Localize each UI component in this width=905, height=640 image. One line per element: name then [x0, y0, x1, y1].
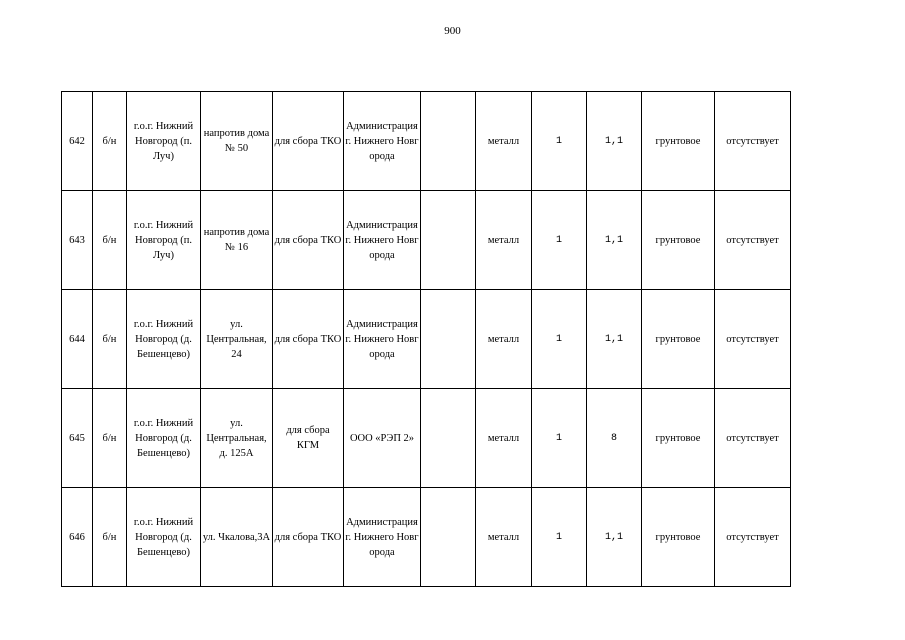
container-volume-cell: 1,1	[587, 92, 642, 191]
row-number-cell: 642	[62, 92, 93, 191]
fence-cell: отсутствует	[715, 191, 791, 290]
empty-cell	[421, 92, 476, 191]
empty-cell	[421, 488, 476, 587]
fence-cell: отсутствует	[715, 488, 791, 587]
locality-cell: г.о.г. Нижний Новгород (д. Бешенцево)	[127, 389, 201, 488]
surface-cell: грунтовое	[642, 290, 715, 389]
address-cell: напротив дома № 16	[201, 191, 273, 290]
container-count-cell: 1	[532, 290, 587, 389]
container-count-cell: 1	[532, 488, 587, 587]
fence-cell: отсутствует	[715, 290, 791, 389]
registry-number-cell: б/н	[93, 389, 127, 488]
row-number-cell: 646	[62, 488, 93, 587]
table-row	[62, 191, 791, 290]
container-count-cell: 1	[532, 92, 587, 191]
locality-cell: г.о.г. Нижний Новгород (д. Бешенцево)	[127, 488, 201, 587]
container-volume-cell: 1,1	[587, 290, 642, 389]
locality-cell: г.о.г. Нижний Новгород (д. Бешенцево)	[127, 290, 201, 389]
fence-cell: отсутствует	[715, 92, 791, 191]
registry-number-cell: б/н	[93, 191, 127, 290]
fence-cell: отсутствует	[715, 389, 791, 488]
registry-table-body	[62, 92, 791, 587]
row-number-cell: 645	[62, 389, 93, 488]
purpose-cell: для сбора ТКО	[273, 191, 344, 290]
locality-cell: г.о.г. Нижний Новгород (п. Луч)	[127, 92, 201, 191]
owner-cell: Администрация г. Нижнего Новгорода	[344, 92, 421, 191]
container-volume-cell: 8	[587, 389, 642, 488]
table-row	[62, 389, 791, 488]
page-number: 900	[444, 25, 461, 37]
owner-cell: Администрация г. Нижнего Новгорода	[344, 191, 421, 290]
surface-cell: грунтовое	[642, 92, 715, 191]
owner-cell: Администрация г. Нижнего Новгорода	[344, 290, 421, 389]
empty-cell	[421, 290, 476, 389]
material-cell: металл	[476, 92, 532, 191]
container-count-cell: 1	[532, 191, 587, 290]
address-cell: ул. Чкалова,3А	[201, 488, 273, 587]
table-row	[62, 290, 791, 389]
material-cell: металл	[476, 488, 532, 587]
locality-cell: г.о.г. Нижний Новгород (п. Луч)	[127, 191, 201, 290]
table-row	[62, 488, 791, 587]
empty-cell	[421, 191, 476, 290]
empty-cell	[421, 389, 476, 488]
table-row	[62, 92, 791, 191]
purpose-cell: для сбора ТКО	[273, 488, 344, 587]
container-volume-cell: 1,1	[587, 191, 642, 290]
registry-number-cell: б/н	[93, 92, 127, 191]
row-number-cell: 644	[62, 290, 93, 389]
container-count-cell: 1	[532, 389, 587, 488]
purpose-cell: для сбора ТКО	[273, 92, 344, 191]
material-cell: металл	[476, 389, 532, 488]
purpose-cell: для сбора ТКО	[273, 290, 344, 389]
registry-table	[61, 91, 791, 587]
container-volume-cell: 1,1	[587, 488, 642, 587]
purpose-cell: для сбора КГМ	[273, 389, 344, 488]
registry-number-cell: б/н	[93, 488, 127, 587]
material-cell: металл	[476, 290, 532, 389]
owner-cell: ООО «РЭП 2»	[344, 389, 421, 488]
address-cell: ул. Центральная, 24	[201, 290, 273, 389]
owner-cell: Администрация г. Нижнего Новгорода	[344, 488, 421, 587]
surface-cell: грунтовое	[642, 191, 715, 290]
material-cell: металл	[476, 191, 532, 290]
row-number-cell: 643	[62, 191, 93, 290]
address-cell: ул. Центральная, д. 125А	[201, 389, 273, 488]
surface-cell: грунтовое	[642, 389, 715, 488]
registry-number-cell: б/н	[93, 290, 127, 389]
address-cell: напротив дома № 50	[201, 92, 273, 191]
surface-cell: грунтовое	[642, 488, 715, 587]
